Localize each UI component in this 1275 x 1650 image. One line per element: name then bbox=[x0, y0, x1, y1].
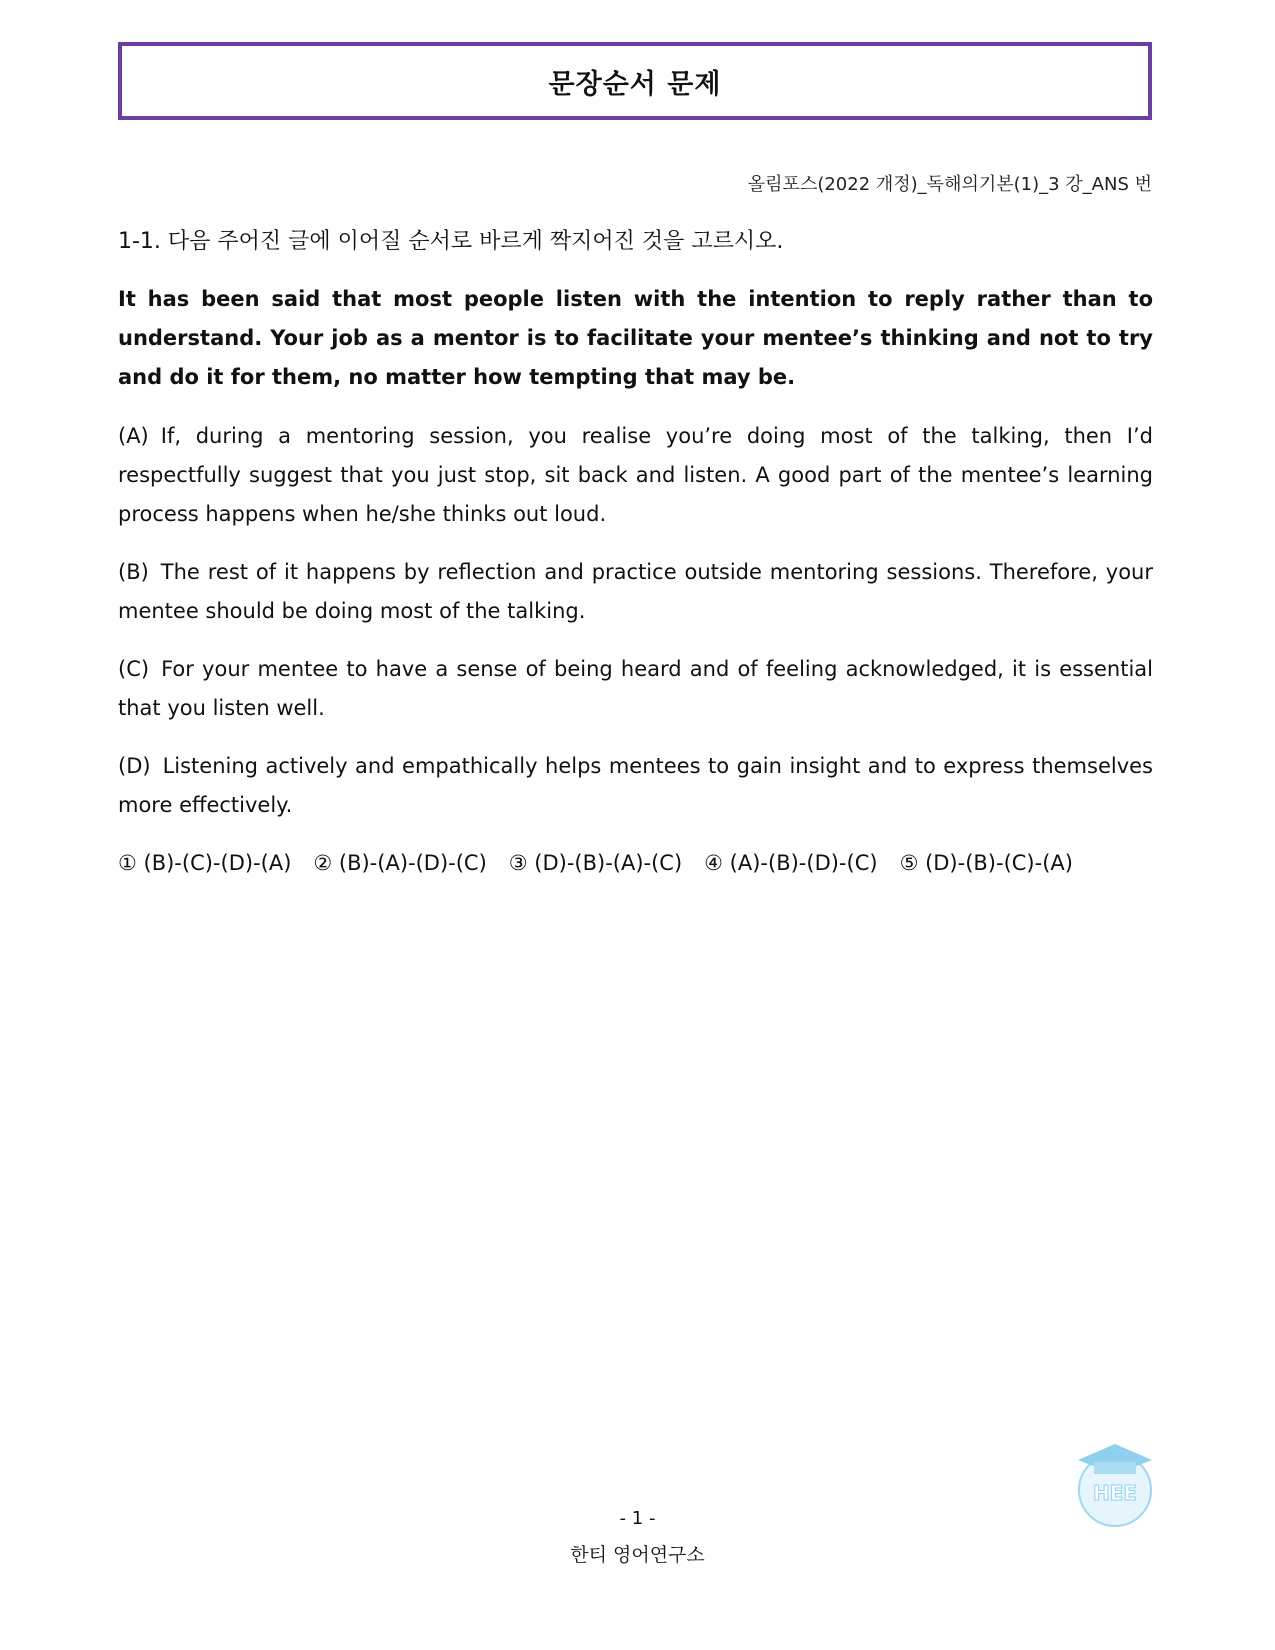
paragraph-text: The rest of it happens by reflection and practice outside mentoring sessions. Therefore, your mentee should be doing most of the talking. bbox=[118, 560, 1153, 623]
paragraph-c bbox=[118, 650, 1153, 728]
paragraph-a bbox=[118, 417, 1153, 534]
paragraph-b bbox=[118, 553, 1153, 631]
choice-4[interactable]: ④ (A)-(B)-(D)-(C) bbox=[704, 851, 878, 875]
paragraph-text: If, during a mentoring session, you realise you’re doing most of the talking, then I’d respectfully suggest that you just stop, sit back and listen. A good part of the mentee’s learning process happens when he/she thinks out loud. bbox=[118, 424, 1153, 526]
question-content bbox=[118, 280, 1153, 883]
question-prompt: 1-1. 다음 주어진 글에 이어질 순서로 바르게 짝지어진 것을 고르시오. bbox=[118, 229, 784, 254]
paragraph-label: (D) bbox=[118, 754, 151, 778]
mortarboard-base bbox=[1094, 1462, 1136, 1474]
paragraph-label: (C) bbox=[118, 657, 150, 681]
answer-choices bbox=[118, 844, 1153, 883]
choice-2[interactable]: ② (B)-(A)-(D)-(C) bbox=[313, 851, 487, 875]
given-text: It has been said that most people listen with the intention to reply rather than to understand. Your job as a mentor is to facilitate your mentee’s thinking and not to try and do it for them, no matter how tempting that may be. bbox=[118, 287, 1153, 389]
paragraph-label: (A) bbox=[118, 424, 149, 448]
source-reference: 올림포스(2022 개정)_독해의기본(1)_3 강_ANS 번 bbox=[747, 174, 1152, 195]
choice-1[interactable]: ① (B)-(C)-(D)-(A) bbox=[118, 851, 292, 875]
choice-3[interactable]: ③ (D)-(B)-(A)-(C) bbox=[508, 851, 683, 875]
choice-5[interactable]: ⑤ (D)-(B)-(C)-(A) bbox=[899, 851, 1073, 875]
hee-logo-icon bbox=[1070, 1440, 1160, 1530]
page-number: - 1 - bbox=[619, 1508, 656, 1529]
paragraph-text: For your mentee to have a sense of being heard and of feeling acknowledged, it is essential that you listen well. bbox=[118, 657, 1153, 720]
paragraph-label: (B) bbox=[118, 560, 149, 584]
footer-organization: 한티 영어연구소 bbox=[570, 1544, 705, 1566]
paragraph-d bbox=[118, 747, 1153, 825]
page-title: 문장순서 문제 bbox=[548, 68, 722, 100]
logo-text: HEE bbox=[1092, 1481, 1138, 1505]
title-box bbox=[118, 42, 1152, 120]
paragraph-text: Listening actively and empathically helps mentees to gain insight and to express themselves more effectively. bbox=[118, 754, 1153, 817]
